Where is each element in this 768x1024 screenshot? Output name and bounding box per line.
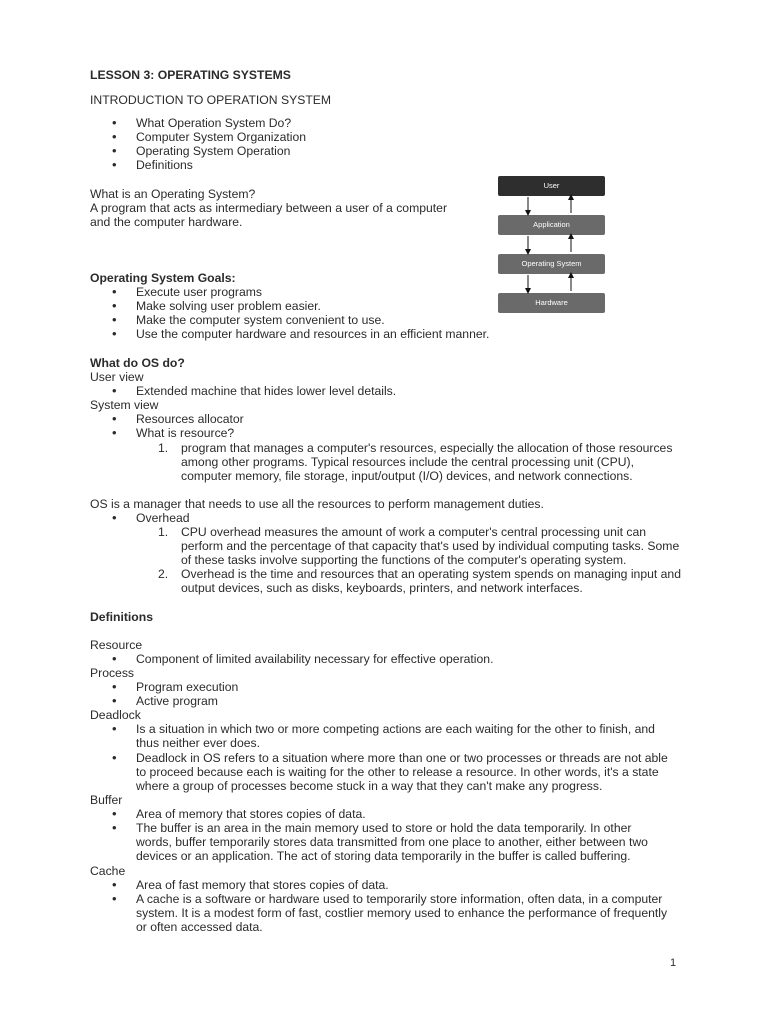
system-view-label: System view bbox=[90, 398, 159, 412]
os-layer-diagram bbox=[498, 176, 606, 316]
intro-heading: INTRODUCTION TO OPERATION SYSTEM bbox=[90, 93, 332, 107]
goals-heading: Operating System Goals: bbox=[90, 271, 236, 285]
what-is-question: What is an Operating System? bbox=[90, 187, 256, 201]
what-is-answer-1: A program that acts as intermediary between a user of a computer bbox=[90, 201, 448, 215]
diagram-hardware-box: Hardware bbox=[498, 293, 605, 313]
os-do-heading: What do OS do? bbox=[90, 356, 185, 370]
term-resource: Resource bbox=[90, 638, 143, 652]
page-title: LESSON 3: OPERATING SYSTEMS bbox=[90, 68, 291, 82]
definitions-heading: Definitions bbox=[90, 610, 153, 624]
user-view-label: User view bbox=[90, 370, 144, 384]
diagram-user-box: User bbox=[498, 176, 605, 196]
term-buffer: Buffer bbox=[90, 793, 123, 807]
term-deadlock: Deadlock bbox=[90, 708, 141, 722]
diagram-application-box: Application bbox=[498, 215, 605, 235]
term-process: Process bbox=[90, 666, 135, 680]
what-is-answer-2: and the computer hardware. bbox=[90, 215, 243, 229]
manager-line: OS is a manager that needs to use all the resources to perform management duties. bbox=[90, 497, 544, 511]
page-number: 1 bbox=[670, 957, 677, 969]
term-cache: Cache bbox=[90, 864, 126, 878]
diagram-os-box: Operating System bbox=[498, 254, 605, 274]
diagram-arrows bbox=[498, 176, 606, 316]
